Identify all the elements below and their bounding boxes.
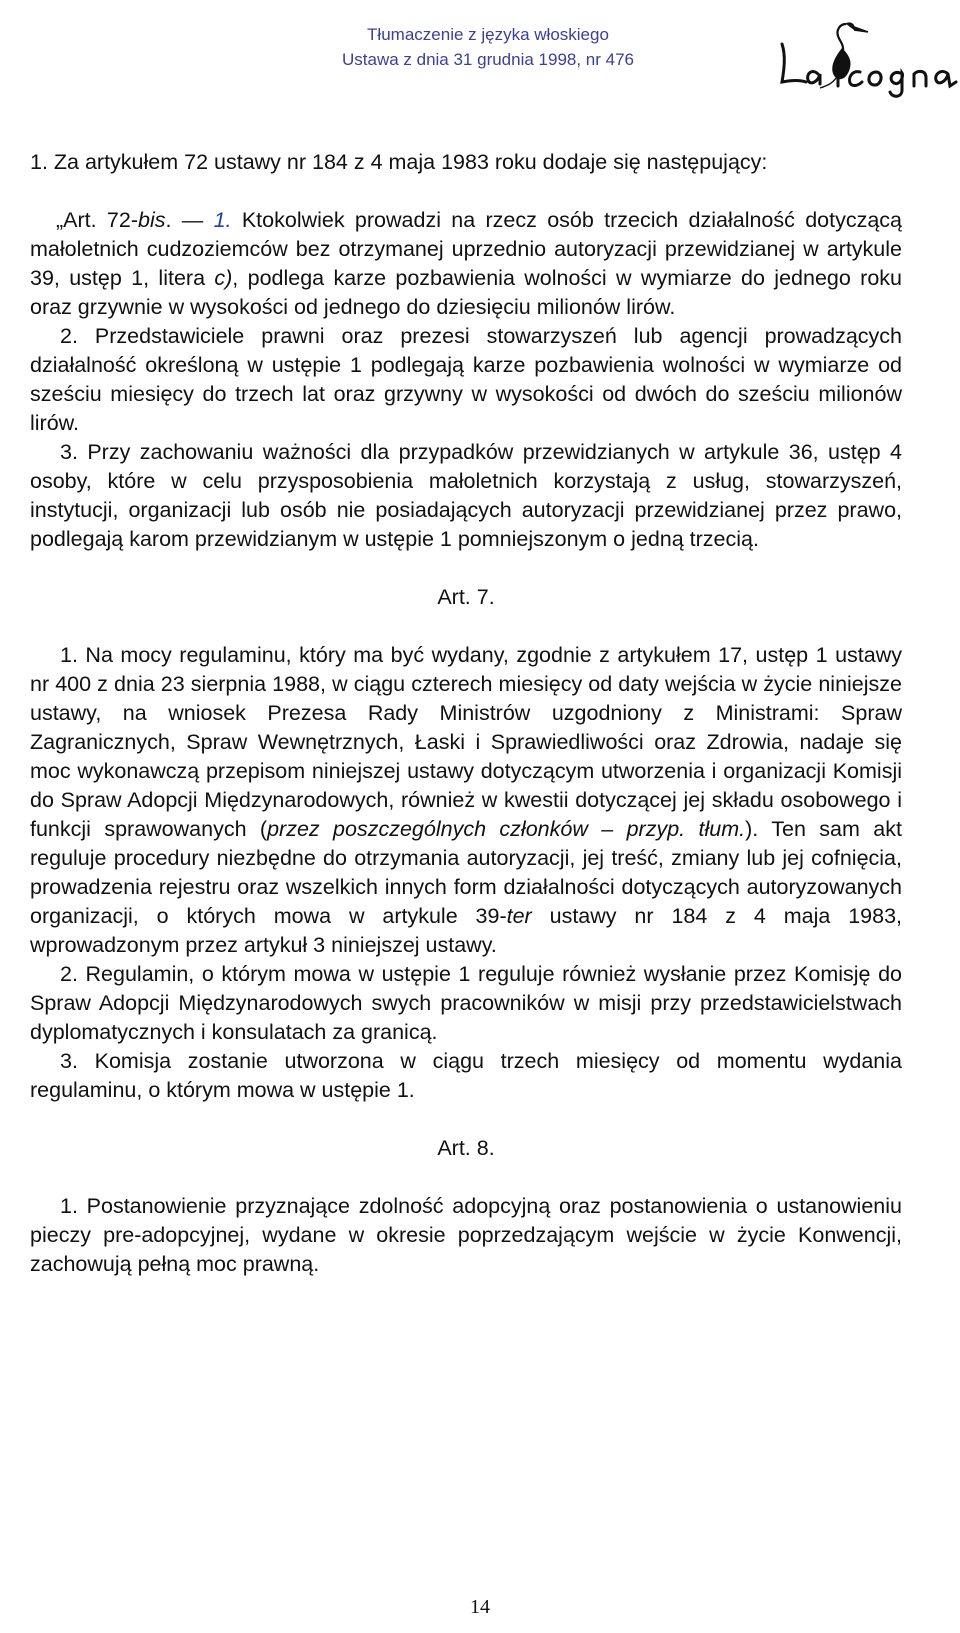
article-72-bis-paragraph-1 bbox=[30, 206, 902, 322]
article-8-paragraph-1: 1. Postanowienie przyznające zdolność adopcyjną oraz postanowienia o ustanowieniu pieczy pre-adopcyjnej, wydane w okresie poprzedzającym wejście w życie Konwencji, zachowują pełną moc prawną. bbox=[30, 1194, 902, 1276]
art72-number: 1. bbox=[213, 208, 232, 232]
article-7-paragraph-1 bbox=[30, 641, 902, 960]
art72-letter-c: c) bbox=[214, 266, 233, 290]
art72-prefix: „Art. 72- bbox=[56, 208, 138, 232]
article-7-paragraph-3: 3. Komisja zostanie utworzona w ciągu trzech miesięcy od momentu wydania regulaminu, o którym mowa w ustępie 1. bbox=[30, 1049, 902, 1102]
article-8-heading: Art. 8. bbox=[437, 1136, 495, 1160]
art7-p1-ter: ter bbox=[506, 904, 532, 928]
page-header bbox=[0, 18, 960, 108]
art7-p1-translator-note: przez poszczególnych członków – przyp. tłum. bbox=[267, 817, 746, 841]
art72-bis: bis bbox=[138, 208, 166, 232]
article-7-heading: Art. 7. bbox=[437, 585, 495, 609]
article-7-paragraph-2: 2. Regulamin, o którym mowa w ustępie 1 reguluje również wysłanie przez Komisję do Spraw Adopcji Międzynarodowych swych pracowników w misji przy przedstawicielstwach dyplomatycznych i konsulatach za granicą. bbox=[30, 962, 902, 1044]
la-cicogna-logo bbox=[776, 18, 958, 100]
page-number: 14 bbox=[470, 1596, 490, 1618]
article-72-bis-paragraph-2: 2. Przedstawiciele prawni oraz prezesi stowarzyszeń lub agencji prowadzących działalność określoną w ustępie 1 podlegają karze pozbawienia wolności w wymiarze od sześciu miesięcy do trzech lat oraz grzywny w wysokości od dwóch do sześciu milionów lirów. bbox=[30, 324, 902, 435]
stork-logo-icon bbox=[776, 18, 958, 100]
document-body bbox=[30, 148, 902, 1279]
art7-p1-c: ustawy nr 184 z 4 maja 1983, wprowadzonym przez artykuł 3 niniejszej ustawy. bbox=[30, 904, 903, 957]
header-line-translation: Tłumaczenie z języka włoskiego bbox=[367, 25, 609, 44]
header-text bbox=[298, 22, 678, 72]
art72-dash: . — bbox=[165, 208, 214, 232]
header-line-law: Ustawa z dnia 31 grudnia 1998, nr 476 bbox=[341, 50, 635, 69]
art7-p1-b: ). Ten sam akt reguluje procedury niezbędne do otrzymania autoryzacji, jej treść, zmiany lub jej cofnięcia, prowadzenia rejestru oraz wszelkich innych form działalności dotyczących autoryzowanych organizacji, o których mowa w artykule 39- bbox=[30, 817, 902, 928]
article-72-bis-paragraph-3: 3. Przy zachowaniu ważności dla przypadków przewidzianych w artykule 36, ustęp 4 osoby, które w celu przysposobienia małoletnich korzystają z usług, stowarzyszeń, instytucji, organizacji lub osób nie posiadających autoryzacji przewidzianej przez prawo, podlegają karom przewidzianym w ustępie 1 pomniejszonym o jedną trzecią. bbox=[30, 440, 902, 551]
art7-p1-a: 1. Na mocy regulaminu, który ma być wydany, zgodnie z artykułem 17, ustęp 1 ustawy nr 400 z dnia 23 sierpnia 1988, w ciągu czterech miesięcy od daty wejścia w życie niniejsze ustawy, na wniosek Prezesa Rady Ministrów uzgodniony z Ministrami: Spraw Zagranicznych, Spraw Wewnętrznych, Łaski i Sprawiedliwości oraz Zdrowia, nadaje się moc wykonawczą przepisom niniejszej ustawy dotyczącym utworzenia i organizacji Komisji do Spraw Adopcji Międzynarodowych, również w kwestii dotyczącej jej składu osobowego i funkcji sprawowanych ( bbox=[30, 643, 902, 841]
paragraph-intro: 1. Za artykułem 72 ustawy nr 184 z 4 maja 1983 roku dodaje się następujący: bbox=[30, 150, 768, 174]
art72-text-a: Ktokolwiek prowadzi na rzecz osób trzecich działalność dotyczącą małoletnich cudzoziemców bez otrzymanej uprzednio autoryzacji przewidzianej w artykule 39, ustęp 1, litera bbox=[30, 208, 902, 290]
art72-text-b: , podlega karze pozbawienia wolności w wymiarze do jednego roku oraz grzywnie w wysokości od jednego do dziesięciu milionów lirów. bbox=[30, 266, 902, 319]
